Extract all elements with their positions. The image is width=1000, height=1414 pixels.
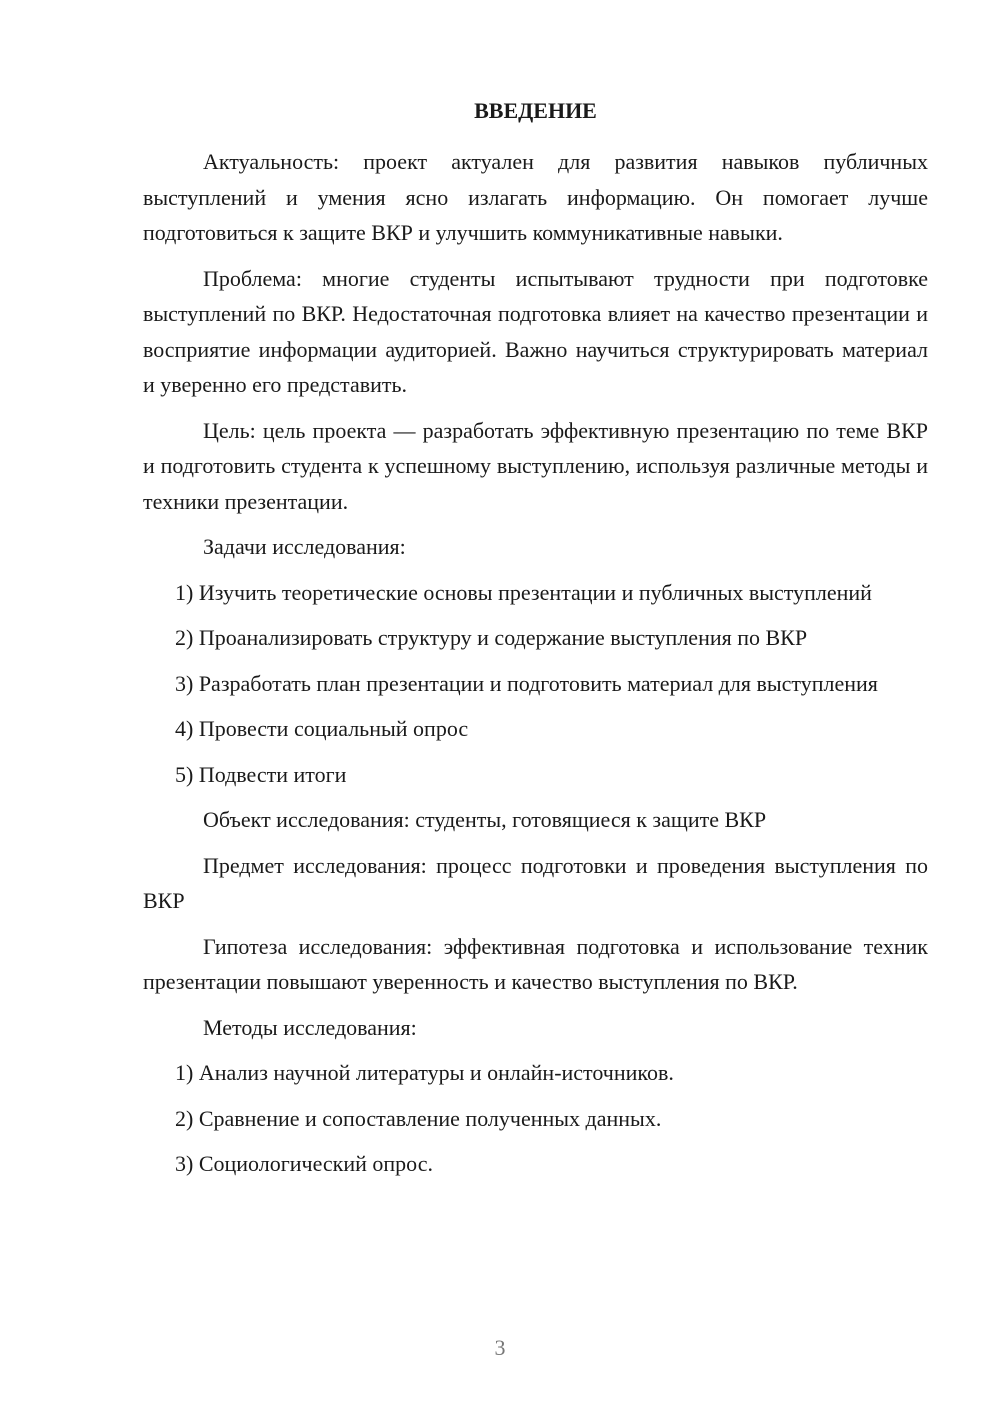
methods-heading: Методы исследования:: [203, 1014, 417, 1040]
task-item: 4) Провести социальный опрос: [175, 716, 469, 741]
goal-paragraph: Цель: цель проекта — разработать эффективную презентацию по теме ВКР и подготовить студента к успешному выступлению, используя различные методы и техники презентации.: [143, 417, 928, 514]
problem-paragraph: Проблема: многие студенты испытывают трудности при подготовке выступлений по ВКР. Недостаточная подготовка влияет на качество презентации и восприятие информации аудиторией. Важно научиться структурировать материал и уверенно его представить.: [143, 265, 928, 397]
object-line: Объект исследования: студенты, готовящиеся к защите ВКР: [203, 807, 767, 832]
section-title: ВВЕДЕНИЕ: [474, 98, 597, 123]
subject-paragraph: Предмет исследования: процесс подготовки и проведения выступления по ВКР: [143, 852, 928, 913]
task-item: 2) Проанализировать структуру и содержание выступления по ВКР: [175, 625, 808, 650]
method-item: 2) Сравнение и сопоставление полученных данных.: [175, 1105, 662, 1131]
tasks-heading: Задачи исследования:: [203, 534, 406, 559]
hypothesis-paragraph: Гипотеза исследования: эффективная подготовка и использование техник презентации повышают уверенность и качество выступления по ВКР.: [143, 933, 928, 994]
task-item: 3) Разработать план презентации и подготовить материал для выступления: [175, 670, 878, 696]
task-item: 5) Подвести итоги: [175, 761, 347, 787]
page-number: 3: [494, 1335, 506, 1360]
method-item: 3) Социологический опрос.: [175, 1151, 433, 1176]
method-item: 1) Анализ научной литературы и онлайн-источников.: [175, 1060, 674, 1085]
relevance-paragraph: Актуальность: проект актуален для развития навыков публичных выступлений и умения ясно излагать информацию. Он помогает лучше подготовиться к защите ВКР и улучшить коммуникативные навыки.: [143, 149, 928, 245]
document-page: [143, 96, 928, 1192]
task-item: 1) Изучить теоретические основы презентации и публичных выступлений: [175, 579, 872, 605]
